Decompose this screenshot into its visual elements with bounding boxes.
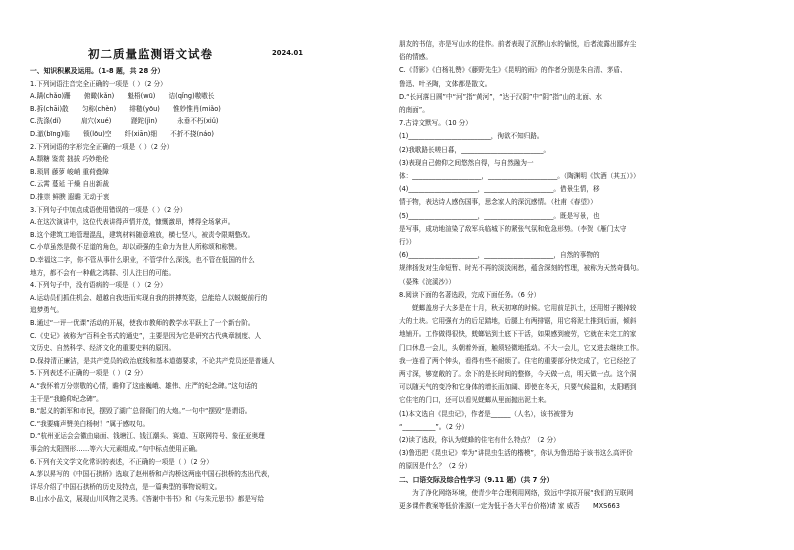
text-line: 规律扬发对生命短暂、时光不再的淡淡闲愁，蕴含深刻的哲理，被称为天然奇偶句。 xyxy=(399,264,643,273)
text-line: 主干是“我瞻仰纪念碑”。 xyxy=(30,394,103,403)
text-line: 我一连看了两个钟头，看得有些不耐烦了。住宅的重要部分快完成了，它已经挖了 xyxy=(399,356,637,365)
text-line: A.“我怀着万分崇敬的心情，瞻仰了这座巍峨、雄伟、庄严的纪念碑。”这句话的 xyxy=(30,382,258,390)
text-line: 二、口语交际及综合性学习（9.11 题）（共 7 分） xyxy=(399,475,554,484)
text-line: 的原因是什么？（2 分） xyxy=(399,462,472,471)
text-line: C.《背影》《白杨礼赞》《藤野先生》《昆明的雨》的作者分别是朱自清、茅盾、 xyxy=(399,66,627,75)
text-line: A.颓糖 鉴赏 拙拔 巧妙绝伦 xyxy=(30,155,109,164)
text-line: 它住宅的门口，还可以看见蜣螂从里面抛出泥土来。 xyxy=(399,396,551,405)
text-line: 追梦勇气。 xyxy=(30,306,63,315)
text-line: 8.阅读下面的名著选段，完成下面任务。（6 分） xyxy=(399,290,541,299)
text-line: 门口休息一会儿，头朝着外面，触须轻微地抵动。不大一会儿，它又进去继续工作。 xyxy=(399,343,643,352)
text-line: 4.下列句子中，没有语病的一项是（ ）（2 分） xyxy=(30,281,167,290)
text-line: D.澈(bīng)临 锁(lōu)空 纤(xiān)细 不折不挠(náo) xyxy=(30,130,214,138)
text-line: B.琐屑 藤萝 峻峭 重荷叠障 xyxy=(30,167,109,176)
text-line: 1.下列词语注音完全正确的一项是（ ）（2 分） xyxy=(30,79,167,88)
text-line: 情于物，表达诗人感伤国事，思念家人的深沉感情。（杜甫《春望》） xyxy=(399,198,597,207)
text-line: 地铺开。工作做得很快，蜣螂钻到土底下干活，如果感到疲劳，它就在未完工的家 xyxy=(399,330,637,339)
text-line: C.云霄 蔓延 干燥 自出新裁 xyxy=(30,180,109,189)
text-line: 行》） xyxy=(399,238,416,246)
text-line: 鲁迅、叶圣陶，文体都是散文。 xyxy=(399,79,492,88)
text-line: (2)我歌路长嗟日暮，_________________________。 xyxy=(399,145,551,154)
text-line: 事会的太阳图形……等六大元素组成。”句中标点使用正确。 xyxy=(30,445,202,453)
text-line: 朋友的书信，亦是写山水的佳作。前者表现了沉醉山水的愉悦，后者流露出鄙弃尘 xyxy=(399,40,637,48)
text-line: 6.下列有关文学文化常识的表述，不正确的一项是（ ）（2 分） xyxy=(30,457,213,466)
text-line: (1)本文选自《昆虫记》，作者是______（人名），该书被誉为 xyxy=(399,409,574,418)
text-line: 体：_____________________，_____________________。（陶渊明《饮酒（其五）》） xyxy=(399,172,640,180)
text-line: (1)_________________________，徇欲不知归路。 xyxy=(399,132,544,141)
text-line: A.茅以昇写的《中国石拱桥》选取了赵州桥和卢沟桥这两座中国石拱桥的杰出代表， xyxy=(30,470,274,479)
text-line: A.在这次演讲中，这位代表讲得声情并茂，慷慨激昂，博得全场掌声。 xyxy=(30,218,235,227)
text-line: B.拆(chāi)散 匀称(chèn) 绯糙(yōu) 惟妙惟肖(miǎo) xyxy=(30,104,221,113)
text-line: B.通过“一评一优课”活动的开展，使我市教师的教学水平跃上了一个新台阶。 xyxy=(30,319,255,327)
text-line: 的南面”。 xyxy=(399,106,429,114)
text-line: 文历史、自然科学、经济文化的重要史料的原因。 xyxy=(30,344,176,353)
text-line: 2.下列词语的字形完全正确的一项是（ ）（2 分） xyxy=(30,142,174,151)
text-line: B.山水小品文，展现山川风物之灵秀。《答谢中书书》和《与朱元思书》都是写给 xyxy=(30,495,265,504)
text-line: (3)表现自己俯仰之间悠然自得，与自然融为一 xyxy=(399,158,534,167)
text-line: (6)_____________________，_____________________，自然的事物的 xyxy=(399,251,600,260)
text-line: 俗的情感。 xyxy=(399,53,432,62)
text-line: (2)读了选段，你认为蜣蜂的住宅有什么特点？（2 分） xyxy=(399,436,560,444)
exam-title: 初二质量监测语文试卷 xyxy=(88,47,213,61)
text-line: 一、知识积累及运用。（1-8 题，共 28 分） xyxy=(30,67,165,75)
text-line: 3.下列句子中加点成语使用错误的一项是（ ）（2 分） xyxy=(30,205,187,214)
text-line: C.“我要痛声赞美白杨树！”属于感叹句。 xyxy=(30,419,150,428)
text-line: 5.下列表述不正确的一项是（ ）（2 分） xyxy=(30,369,147,378)
text-line: (5)_____________________，_____________________。既是写景，也 xyxy=(399,211,600,220)
text-line: (3)鲁迅把《昆虫记》奉为“讲昆虫生活的楷模”，你认为鲁迅给于该书这么高评价 xyxy=(399,449,633,458)
text-line: 是写事，成功地渲染了敌军兵临城下的紧张气氛和危急形势。（李贺《雁门太守 xyxy=(399,224,627,233)
text-line: A.蹒(chǎo)跚 俯瞰(kǎn) 魁梧(wū) 诘(qǐng)嗷嗷长 xyxy=(30,92,215,101)
text-line: B.这个建筑工地管理混乱，建筑材料随意堆放，横七竖八，被责令限期整改。 xyxy=(30,230,255,239)
text-line: （晏殊《浣溪沙》） xyxy=(399,277,456,286)
text-line: C.洗涤(dí) 肩穴(xué) 蹉跎(jìn) 永垂不朽(xiǔ) xyxy=(30,117,219,126)
text-line: D.推崇 鲜腴 遐瞻 无动于衷 xyxy=(30,193,110,201)
text-line: D.幸福这二字，你不管从事什么职业，不管学什么深浅，也不管在低国的什么 xyxy=(30,256,255,264)
text-line: B.“起义的新军和市民，摆毁了湖广总督衙门的大炮。”一句中“摆毁”是谓语。 xyxy=(30,407,252,416)
text-line: 大的土块。它用强有力的后足踏地，后腿上有两排锯，用它将泥土推到后面，倾斜 xyxy=(399,317,637,326)
text-line: 地方，都不会有一种截之鸿群、引人注目的可能。 xyxy=(30,268,176,277)
text-line: C.《史记》被称为“百科全书式的通史”，主要是因为它是研究古代典章制度、人 xyxy=(30,331,262,340)
text-line: A.运动员们抓住机会、超越自我进而实现自我的拼搏英姿，总能给人以蜕蜕前行的 xyxy=(30,293,268,302)
text-line: 详尽介绍了中国石拱桥的历史及特点，是一篇典型的事物说明文。 xyxy=(30,482,222,491)
text-line: 两寸深，够宽敞的了。余下的是长时间的整修，今天做一点，明天做一点。这个洞 xyxy=(399,370,637,378)
text-line: D.保持清正廉洁，是共产党员的政治底线和基本道德要求，不论共产党员还是普通人 xyxy=(30,356,275,365)
text-line: D.“长河落日圆”中“河”指“黄河”，“达于汉阴”中“阴”指“山的北面、水 xyxy=(399,92,602,101)
text-line: C.小草虽然是微不足道的角色，却以顽强的生命力为世人所称颂和称赞。 xyxy=(30,243,242,252)
text-line: 蜣螂盖房子大多是在十月，秋天初寒的时候。它用前足扒土，还用钳子搬掉较 xyxy=(399,304,637,312)
exam-date: 2024.01 xyxy=(272,49,303,57)
text-line: 为了净化网络环境，使青少年合理利用网络，致远中学拟开展“我们的互联网 xyxy=(399,488,634,497)
text-line: 7.古诗文默写。（10 分） xyxy=(399,119,472,128)
text-line: 可以随天气的变冷和它身体的增长而加阔、即使在冬天，只要气候温和，太阳晒到 xyxy=(399,383,637,392)
text-line: “__________”。（2 分） xyxy=(399,422,469,431)
text-line: 更多课件教案等低价准源(一定为低于各大平台价格)请 家 威否 MXS663 xyxy=(399,502,620,510)
text-line: D.“杭州亚运会会徽由扇面、钱塘江、钱江潮头、赛道、互联网符号、象征亚奥理 xyxy=(30,432,265,441)
text-line: (4)_____________________，_____________________。借景生情，移 xyxy=(399,185,600,194)
